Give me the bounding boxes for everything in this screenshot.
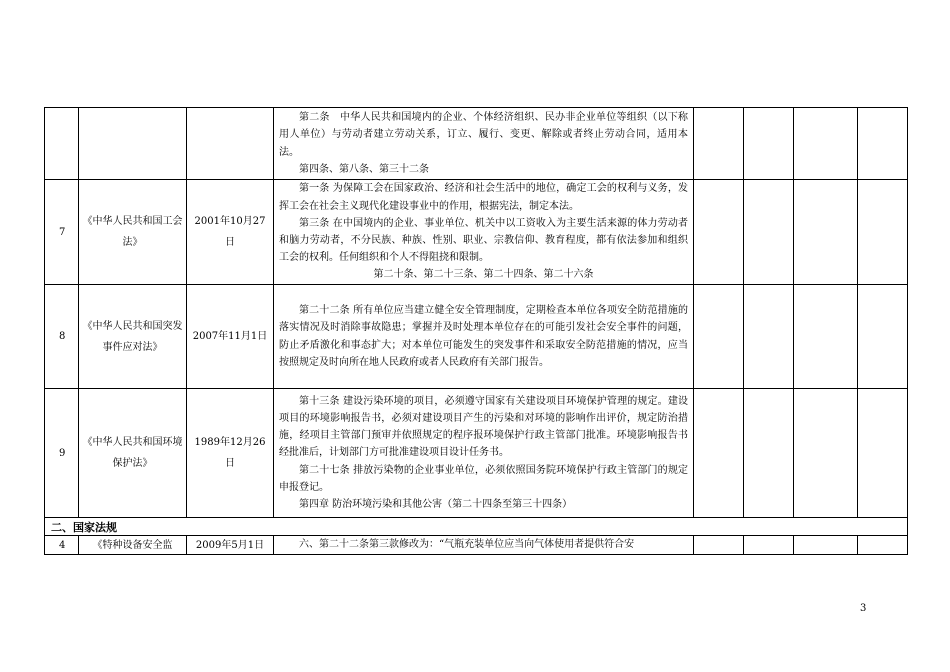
empty-cell	[744, 536, 794, 555]
clause-text	[274, 536, 694, 555]
effective-date	[187, 108, 274, 180]
effective-date: 1989年12月26日	[187, 389, 274, 518]
law-name	[79, 108, 187, 180]
clause-text	[274, 389, 694, 518]
section-header-row	[45, 518, 908, 536]
clause-paragraph: 第二条 中华人民共和国境内的企业、个体经济组织、民办非企业单位等组织（以下称用人单位）与劳动者建立劳动关系，订立、履行、变更、解除或者终止劳动合同，适用本法。	[279, 112, 688, 158]
empty-cell	[858, 285, 908, 389]
section-heading: 二、国家法规	[45, 518, 908, 536]
empty-cell	[858, 180, 908, 285]
clause-paragraph: 第四章 防治环境污染和其他公害（第二十四条至第三十四条）	[299, 499, 573, 510]
law-name: 《中华人民共和国工会法》	[79, 180, 187, 285]
row-number: 8	[45, 285, 79, 389]
row-number: 9	[45, 389, 79, 518]
law-name: 《特种设备安全监	[79, 536, 187, 555]
page-number: 3	[860, 603, 867, 614]
empty-cell	[694, 389, 744, 518]
empty-cell	[858, 536, 908, 555]
effective-date: 2001年10月27日	[187, 180, 274, 285]
clause-paragraph: 第一条 为保障工会在国家政治、经济和社会生活中的地位，确定工会的权利与义务，发挥工会在社会主义现代化建设事业中的作用，根据宪法，制定本法。	[279, 183, 688, 212]
clause-paragraph: 第三条 在中国境内的企业、事业单位、机关中以工资收入为主要生活来源的体力劳动者和脑力劳动者，不分民族、种族、性别、职业、宗教信仰、教育程度，都有依法参加和组织工会的权利。任何组织和个人不得阻挠和限制。	[279, 217, 688, 264]
table-row	[45, 389, 908, 518]
clause-paragraph: 第十三条 建设污染环境的项目，必须遵守国家有关建设项目环境保护管理的规定。建设项目的环境影响报告书，必须对建设项目产生的污染和对环境的影响作出评价，规定防治措施，经项目主管部门预审并依照规定的程序报环境保护行政主管部门批准。环境影响报告书经批准后，计划部门方可批准建设项目设计任务书。	[279, 395, 688, 459]
effective-date: 2009年5月1日	[187, 536, 274, 555]
table-row	[45, 536, 908, 555]
empty-cell	[858, 389, 908, 518]
law-name: 《中华人民共和国突发事件应对法》	[79, 285, 187, 389]
clause-text	[274, 285, 694, 389]
empty-cell	[694, 536, 744, 555]
clause-text	[274, 180, 694, 285]
table-row	[45, 180, 908, 285]
clause-paragraph: 第二十二条 所有单位应当建立健全安全管理制度，定期检查本单位各项安全防范措施的落实情况及时消除事故隐患；掌握并及时处理本单位存在的可能引发社会安全事件的问题，防止矛盾激化和事态扩大；对本单位可能发生的突发事件和采取安全防范措施的情况，应当按照规定及时向所在地人民政府或者人民政府有关部门报告。	[279, 305, 688, 368]
row-number	[45, 108, 79, 180]
empty-cell	[744, 180, 794, 285]
row-number: 4	[45, 536, 79, 555]
empty-cell	[694, 180, 744, 285]
empty-cell	[694, 285, 744, 389]
clause-text	[274, 108, 694, 180]
clause-paragraph: 六、第二十二条第三款修改为：“气瓶充装单位应当向气体使用者提供符合安	[299, 539, 635, 551]
empty-cell	[794, 389, 858, 518]
empty-cell	[744, 108, 794, 180]
row-number: 7	[45, 180, 79, 285]
empty-cell	[744, 389, 794, 518]
table-row	[45, 108, 908, 180]
empty-cell	[858, 108, 908, 180]
empty-cell	[744, 285, 794, 389]
clause-paragraph: 第二十七条 排放污染物的企业事业单位，必须依照国务院环境保护行政主管部门的规定申报登记。	[279, 464, 688, 493]
empty-cell	[694, 108, 744, 180]
law-name: 《中华人民共和国环境保护法》	[79, 389, 187, 518]
clause-paragraph: 第四条、第八条、第三十二条	[299, 163, 429, 175]
table-row	[45, 285, 908, 389]
effective-date: 2007年11月1日	[187, 285, 274, 389]
empty-cell	[794, 180, 858, 285]
empty-cell	[794, 536, 858, 555]
empty-cell	[794, 108, 858, 180]
regulations-table	[44, 107, 908, 555]
clause-paragraph: 第二十条、第二十三条、第二十四条、第二十六条	[373, 269, 594, 281]
empty-cell	[794, 285, 858, 389]
